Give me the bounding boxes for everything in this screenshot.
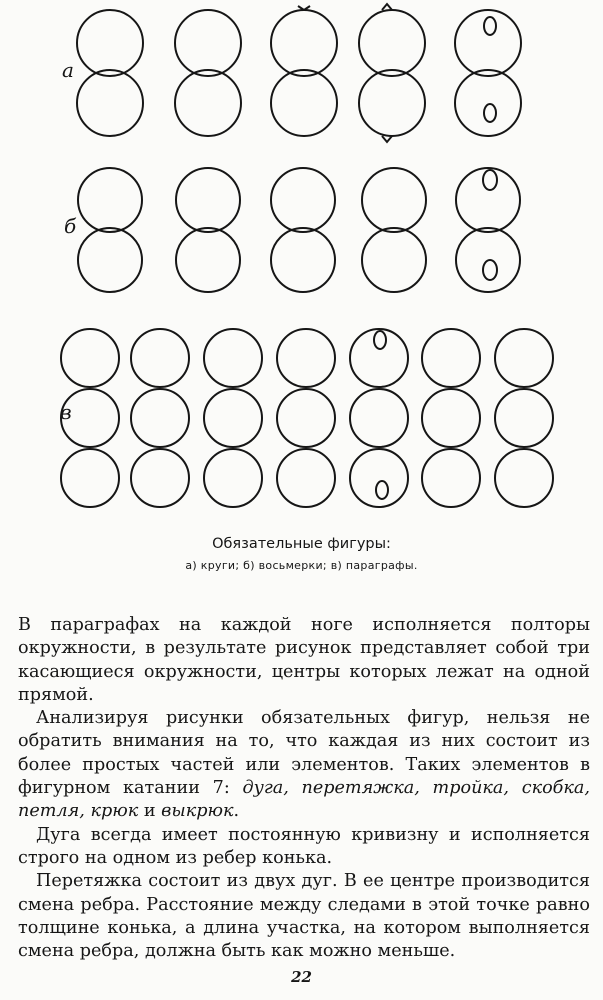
paragraph-2	[18, 707, 590, 823]
paragraph-4: Перетяжка состоит из двух дуг. В ее центре производится смена ребра. Расстояние между следами в этой точке равно толщине конька, а длина участка, на котором выполняется смена ребра, должна быть как можно меньше.	[18, 871, 590, 962]
figure-row-paragraphs	[61, 329, 553, 507]
paragraph-2-and: и	[138, 801, 162, 822]
paragraph-2-last-element: выкрюк	[161, 801, 234, 822]
paragraph-2-lead: Анализируя рисунки обязательных фигур, нельзя не обратить внимания на то, что каждая из них состоит из более простых частей или элементов. Таких элементов в фигурном катании 7:	[18, 708, 590, 799]
paragraph-1: В параграфах на каждой ноге исполняется полторы окружности, в результате рисунок представляет собой три касающиеся окружности, центры которых лежат на одной прямой.	[18, 615, 590, 705]
paragraph-2-end: .	[233, 801, 240, 822]
paragraph-3: Дуга всегда имеет постоянную кривизну и исполняется строго на одном из ребер конька.	[18, 824, 590, 868]
row-label-b: б	[64, 214, 77, 238]
row-label-a: а	[62, 58, 74, 82]
figure-row-circles	[77, 4, 521, 142]
row-label-v: в	[60, 400, 72, 424]
body-text	[18, 614, 590, 963]
paragraph-2-elements: дуга, перетяжка, тройка, скобка, петля, крюк	[18, 778, 590, 822]
figure-caption-subtitle: а) круги; б) восьмерки; в) параграфы.	[185, 559, 418, 572]
figure-caption-title: Обязательные фигуры:	[212, 536, 391, 552]
figure-row-eights	[78, 168, 520, 292]
page-number: 22	[291, 968, 312, 986]
